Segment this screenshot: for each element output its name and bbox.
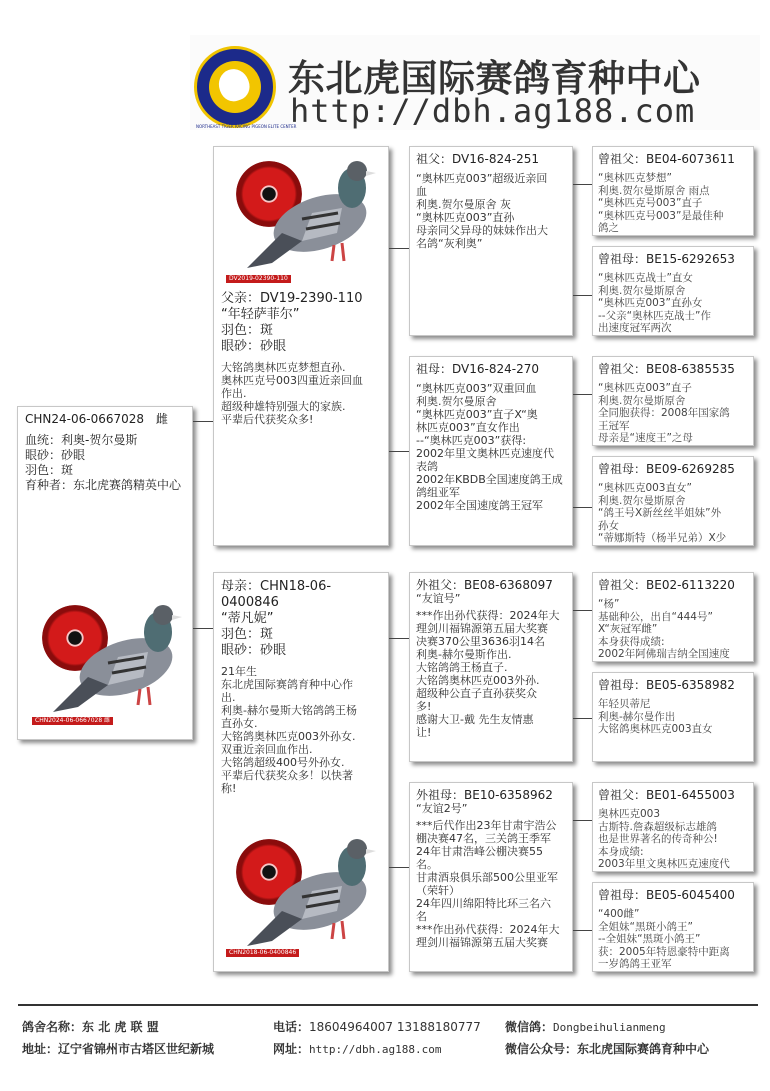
info-line: 出速度冠军两次 (598, 322, 672, 334)
note-line: 超级种雄特别强大的家族. (221, 400, 346, 413)
info-line: 理剑川福锦源第五届大奖赛 (416, 622, 548, 635)
connector (389, 248, 409, 249)
info-line: --父亲“奥林匹克战士”作 (598, 309, 711, 322)
dam-card (213, 572, 389, 972)
info-line: 甘肃酒泉俱乐部500公里亚军 (416, 871, 558, 884)
grandparent-title: 外祖父：BE08-6368097 (416, 578, 553, 592)
subject-ring: CHN24-06-0667028 (25, 412, 145, 426)
great-grandparent-card (592, 782, 754, 872)
info-line: 让! (416, 726, 432, 739)
info-line: 名。 (416, 858, 438, 871)
subject-bloodline: 血统：利奥-贺尔曼斯 (25, 433, 138, 447)
pigeon-photo-icon (242, 153, 382, 278)
info-line: “奥林匹克003”超级近亲回 (416, 172, 548, 185)
sire-notes (221, 361, 386, 426)
info-line: 利奥.贺尔曼斯原舍 (598, 494, 686, 507)
sire-card (213, 146, 389, 546)
footer-value: 辽宁省锦州市古塔区世纪新城 (58, 1042, 215, 1056)
page-title: 东北虎国际赛鸽育种中心 (288, 57, 701, 100)
info-line: ***作出孙代获得：2024年大 (416, 609, 560, 622)
info-line: 2002年里文奥林匹克速度代 (416, 447, 554, 460)
info-line: “奥林匹克003”直子 (598, 382, 692, 394)
info-line: 鸽之 (598, 222, 619, 234)
footer-key: 网址： (273, 1042, 310, 1056)
note-line: 大铭鸽奥林匹克003外孙女. (221, 730, 356, 743)
info-line: --全姐妹“黑斑小鸽王” (598, 933, 701, 945)
info-line: 表鸽 (416, 460, 438, 473)
info-line: “奥林匹克号003”直子 (598, 197, 703, 209)
pigeon-photo-icon (242, 831, 382, 956)
note-line: 大铭鸽奥林匹克梦想直孙. (221, 361, 346, 374)
subject-sex: 雌 (155, 412, 168, 426)
dam-notes (221, 665, 386, 795)
footer-value: Dongbeihulianmeng (553, 1021, 666, 1034)
connector (573, 394, 592, 395)
info-line: 利奥.贺尔曼斯原舍 (598, 284, 686, 297)
photo-ring-label: CHN2018-06-0400846 (226, 949, 299, 957)
info-line: “奥林匹克003”直孙女 (598, 297, 703, 309)
info-line: 24年四川绵阳特比环三名六 (416, 897, 551, 910)
great-grandparent-card (592, 572, 754, 662)
note-line: 大铭鸽超级400号外孙女. (221, 756, 345, 769)
dam-name: “蒂凡妮” (221, 611, 274, 626)
sire-photo (222, 153, 382, 288)
connector (193, 421, 213, 422)
info-line: X“灰冠军雌” (598, 623, 658, 635)
photo-ring-label: DV2019-02390-110 (226, 275, 291, 283)
footer-wechat (505, 1018, 666, 1035)
info-line: 大铭鸽奥林匹克003外孙. (416, 674, 540, 687)
footer-key: 鸽舍名称： (22, 1020, 83, 1034)
logo (194, 46, 297, 129)
footer-value: http://dbh.ag188.com (309, 1043, 442, 1056)
info-line: 获：2005年特恩豪特中距离 (598, 945, 730, 958)
footer-value: 18604964007 13188180777 (309, 1020, 481, 1034)
note-line: 作出. (221, 387, 247, 400)
footer-value: 东 北 虎 联 盟 (82, 1020, 159, 1034)
subject-photo (28, 597, 188, 732)
connector (389, 638, 409, 639)
great-grandparent-title: 曾祖母：BE09-6269285 (598, 462, 735, 476)
great-grandparent-title: 曾祖父：BE02-6113220 (598, 578, 735, 592)
info-line: 利奥.贺尔曼斯原舍 雨点 (598, 184, 710, 197)
note-line: 双重近亲回血作出. (221, 743, 313, 756)
dam-title: 母亲：CHN18-06-0400846 (221, 579, 332, 610)
info-line: --“奥林匹克003”获得: (416, 434, 527, 447)
info-line: “奥林匹克号003”是最佳种 (598, 209, 724, 222)
connector (193, 628, 213, 629)
connector (389, 451, 409, 452)
info-line: 奥林匹克003 (598, 808, 661, 820)
info-line: 王冠军 (598, 419, 630, 432)
subject-breeder: 育种者：东北虎赛鸽精英中心 (25, 478, 182, 492)
note-line: 平辈后代获奖众多！以快著 (221, 769, 353, 782)
great-grandparent-title: 曾祖父：BE01-6455003 (598, 788, 735, 802)
info-line: 超级种公直子直孙获奖众 (416, 687, 537, 700)
note-line: 平辈后代获奖众多! (221, 413, 314, 426)
grandparent-card (409, 146, 573, 336)
connector (573, 718, 592, 719)
connector (573, 507, 592, 508)
info-line: 2002年阿佛瑞吉纳全国速度 (598, 648, 730, 660)
grandparent-card (409, 782, 573, 972)
info-line: 棚决赛47名，三关鸽王季军 (416, 832, 551, 845)
note-line: 利奥-赫尔曼斯大铭鸽鸽王杨 (221, 704, 357, 717)
info-line: 林匹克003”直女作出 (416, 421, 520, 434)
connector (573, 184, 592, 185)
info-line: 大铭鸽鸽王杨直子. (416, 661, 508, 674)
great-grandparent-title: 曾祖父：BE04-6073611 (598, 152, 735, 166)
info-line: 多! (416, 700, 432, 713)
great-grandparent-card (592, 246, 754, 336)
sire-eye: 眼砂：砂眼 (221, 339, 287, 354)
connector (573, 610, 592, 611)
info-line: 也是世界著名的传奇种公! (598, 833, 718, 845)
note-line: 奥林匹克号003四重近亲回血 (221, 374, 363, 387)
info-line: 感谢大卫-戴 先生友情惠 (416, 713, 534, 726)
note-line: 21年生 (221, 665, 257, 678)
info-line: 2003年里文奥林匹克速度代 (598, 858, 730, 870)
info-line: 古斯特.詹森超级标志雄鸽 (598, 820, 717, 833)
great-grandparent-card (592, 146, 754, 236)
footer-website (273, 1040, 441, 1057)
info-line: 母亲同父异母的妹妹作出大 (416, 224, 548, 237)
info-line: 母亲是“速度王”之母 (598, 432, 693, 444)
grandparent-title: 祖母：DV16-824-270 (416, 362, 539, 376)
note-line: 东北虎国际赛鸽育种中心作 (221, 678, 353, 691)
footer-key: 微信鸽： (505, 1020, 554, 1034)
grandparent-card (409, 356, 573, 546)
subject-color: 羽色：斑 (25, 463, 74, 477)
dam-color: 羽色：斑 (221, 627, 274, 642)
footer-phone (273, 1018, 481, 1035)
footer-key: 地址： (22, 1042, 59, 1056)
info-line: “友谊2号” (416, 802, 468, 815)
info-line: ***后代作出23年甘肃宇浩公 (416, 819, 557, 832)
info-line: 基础种公，出自“444号” (598, 610, 713, 623)
info-line: 利奥-赫尔曼斯作出. (416, 648, 512, 661)
info-line: 孙女 (598, 519, 619, 532)
info-line: “友谊号” (416, 592, 461, 605)
footer-divider (18, 1004, 758, 1006)
dam-eye: 眼砂：砂眼 (221, 643, 287, 658)
info-line: 大铭鸽奥林匹克003直女 (598, 723, 713, 735)
connector (573, 295, 592, 296)
great-grandparent-title: 曾祖父：BE08-6385535 (598, 362, 735, 376)
great-grandparent-card (592, 356, 754, 446)
info-line: “鸽王号X新丝丝半姐妹”外 (598, 507, 722, 519)
great-grandparent-card (592, 882, 754, 972)
grandparent-card (409, 572, 573, 762)
footer-address (22, 1040, 214, 1057)
logo-ring-text: NORTHEAST TIGER RACING PIGEON ELITE CENTER (196, 124, 297, 129)
info-line: “奥林匹克梦想” (598, 172, 672, 184)
info-line: “杨” (598, 598, 620, 610)
connector (389, 867, 409, 868)
info-line: 利奥.贺尔曼斯原舍 (598, 394, 686, 407)
info-line: 利奥.贺尔曼原舍 灰 (416, 198, 511, 211)
info-line: “奥林匹克003”直子X“奥 (416, 408, 538, 421)
footer-key: 电话： (273, 1020, 310, 1034)
footer-key: 微信公众号： (505, 1042, 578, 1056)
sire-name: “年轻萨菲尔” (221, 307, 300, 322)
info-line: 2002年全国速度鸽王冠军 (416, 499, 543, 512)
info-line: “奥林匹克战士”直女 (598, 272, 693, 284)
info-line: 理剑川福锦源第五届大奖赛 (416, 936, 548, 949)
subject-card (17, 406, 193, 740)
info-line: 年轻贝蒂尼 (598, 698, 651, 710)
info-line: 24年甘肃浩峰公棚决赛55 (416, 845, 543, 858)
info-line: 血 (416, 185, 427, 198)
note-line: 称! (221, 782, 237, 795)
info-line: 全姐妹“黑斑小鸽王” (598, 920, 693, 933)
sire-color: 羽色：斑 (221, 323, 274, 338)
info-line: （荣轩） (416, 884, 460, 897)
grandparent-title: 外祖母：BE10-6358962 (416, 788, 553, 802)
connector (573, 930, 592, 931)
header-url: http://dbh.ag188.com (290, 92, 696, 130)
footer-official-account (505, 1040, 709, 1057)
pigeon-photo-icon (48, 597, 188, 722)
footer-value: 东北虎国际赛鸽育种中心 (577, 1042, 710, 1056)
photo-ring-label: CHN2024-06-0667028 雌 (32, 717, 113, 725)
note-line: 出. (221, 691, 236, 704)
info-line: 2002年KBDB全国速度鸽王成 (416, 473, 563, 486)
dam-photo (222, 831, 382, 966)
info-line: 本身成绩: (598, 845, 644, 858)
info-line: “400雌” (598, 908, 640, 920)
subject-eye: 眼砂：砂眼 (25, 448, 86, 462)
info-line: 本身获得成绩: (598, 635, 665, 648)
info-line: 全同胞获得：2008年国家鸽 (598, 407, 730, 419)
info-line: “奥林匹克003直女” (598, 482, 692, 494)
info-line: 名 (416, 910, 427, 923)
info-line: 一岁鸽鸽王亚军 (598, 958, 672, 970)
footer-loft-name (22, 1018, 159, 1035)
grandparent-title: 祖父：DV16-824-251 (416, 152, 539, 166)
info-line: 决赛370公里3636羽14名 (416, 635, 545, 648)
great-grandparent-card (592, 672, 754, 762)
great-grandparent-title: 曾祖母：BE05-6358982 (598, 678, 735, 692)
info-line: 名鸽“灰利奥” (416, 237, 483, 250)
info-line: ***作出孙代获得：2024年大 (416, 923, 560, 936)
sire-title: 父亲：DV19-2390-110 (221, 291, 363, 306)
great-grandparent-title: 曾祖母：BE05-6045400 (598, 888, 735, 902)
info-line: 利奥.贺尔曼原舍 (416, 395, 497, 408)
info-line: 利奥-赫尔曼作出 (598, 710, 676, 723)
info-line: “奥林匹克003”双重回血 (416, 382, 537, 395)
great-grandparent-card (592, 456, 754, 546)
great-grandparent-title: 曾祖母：BE15-6292653 (598, 252, 735, 266)
note-line: 直孙女. (221, 717, 258, 730)
info-line: “奥林匹克003”直孙 (416, 211, 515, 224)
info-line: 鸽组亚军 (416, 486, 460, 499)
connector (573, 820, 592, 821)
info-line: “蒂娜斯特（杨半兄弟）X少 (598, 532, 727, 544)
